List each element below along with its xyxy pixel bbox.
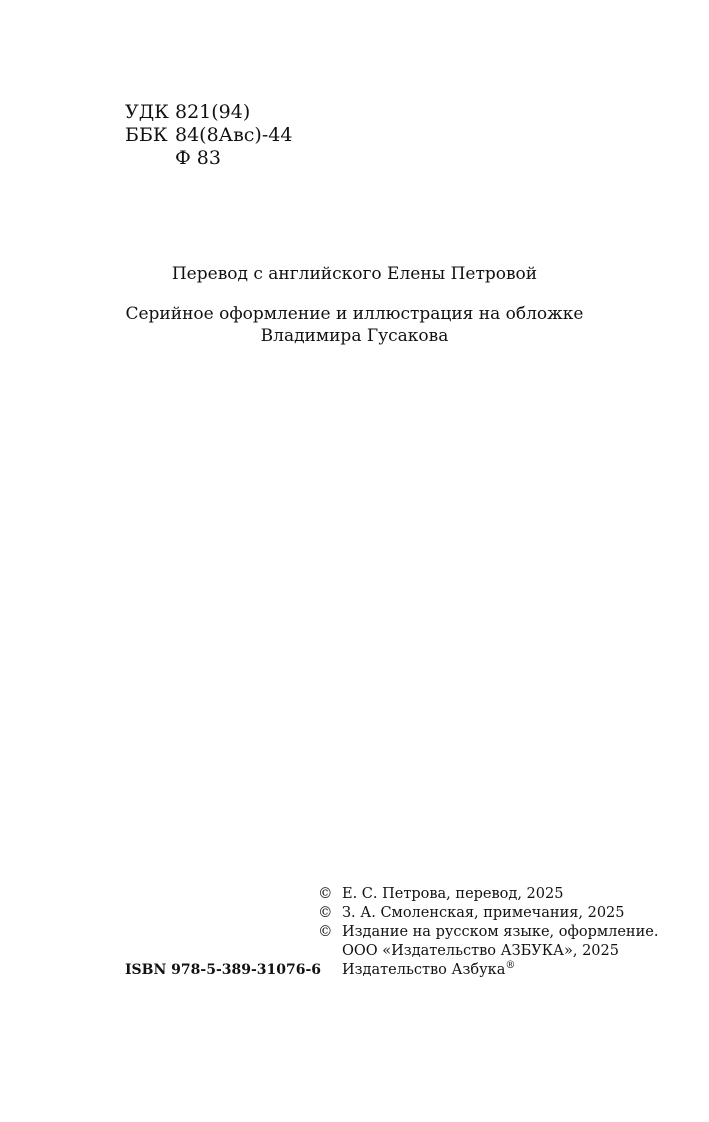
classification-block <box>125 101 292 170</box>
copyright-line <box>318 885 658 904</box>
design-line-1: Серийное оформление и иллюстрация на обложке <box>125 304 584 324</box>
udk-label: УДК <box>125 101 169 123</box>
design-line-2: Владимира Гусакова <box>260 326 449 346</box>
copyright-text: З. А. Смоленская, примечания, 2025 <box>342 905 625 921</box>
registered-mark: ® <box>505 960 516 972</box>
udk-row <box>125 101 292 124</box>
design-credit <box>0 303 709 347</box>
copyright-block <box>318 885 658 980</box>
copyright-symbol: © <box>318 924 333 940</box>
bbk-row <box>125 124 292 147</box>
author-mark: Ф 83 <box>175 147 221 169</box>
copyright-text: Е. С. Петрова, перевод, 2025 <box>342 886 564 902</box>
publisher-text: ООО «Издательство АЗБУКА», 2025 <box>342 943 619 959</box>
copyright-symbol: © <box>318 905 333 921</box>
copyright-symbol: © <box>318 886 333 902</box>
publisher-brand-line <box>318 961 658 980</box>
isbn: ISBN 978-5-389-31076-6 <box>125 962 322 978</box>
publisher-line <box>318 942 658 961</box>
bbk-label: ББК <box>125 124 168 146</box>
bbk-value: 84(8Авс)-44 <box>175 124 293 146</box>
udk-value: 821(94) <box>175 101 251 123</box>
copyright-text: Издание на русском языке, оформление. <box>342 924 659 940</box>
translator-line: Перевод с английского Елены Петровой <box>171 264 538 284</box>
translator-credit <box>0 263 709 285</box>
copyright-line <box>318 923 658 942</box>
publisher-brand: Издательство Азбука <box>342 962 506 978</box>
copyright-line <box>318 904 658 923</box>
